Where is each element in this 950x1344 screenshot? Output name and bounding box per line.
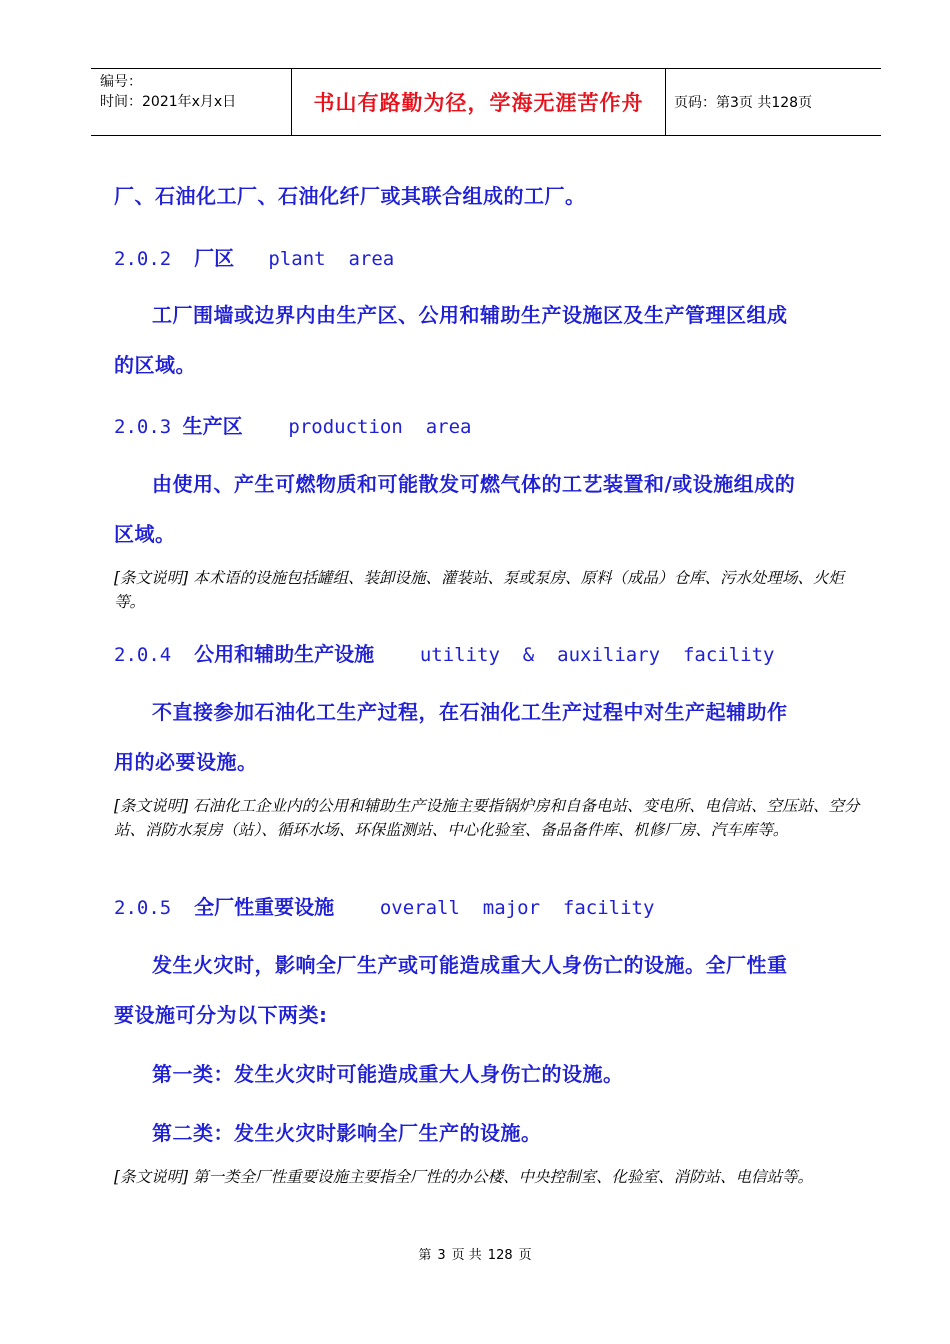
clause-note: [条文说明] 第一类全厂性重要设施主要指全厂性的办公楼、中央控制室、化验室、消防站、电信站等。 [114, 1168, 814, 1186]
term-number: 2.0.5 [114, 897, 172, 919]
term-heading-2-0-4 [114, 638, 774, 667]
footer-prefix: 第 [418, 1248, 432, 1263]
footer-total: 128 [487, 1248, 513, 1263]
definition-line: 的区域。 [114, 353, 196, 377]
term-chinese: 全厂性重要设施 [194, 895, 335, 919]
footer-mid: 页 共 [451, 1248, 482, 1263]
definition-line: 不直接参加石油化工生产过程，在石油化工生产过程中对生产起辅助作 [152, 700, 788, 724]
clause-note: [条文说明] 本术语的设施包括罐组、装卸设施、灌装站、泵或泵房、原料（成品）仓库、污水处理场、火炬等。 [114, 569, 845, 611]
number-label: 编号： [100, 74, 142, 90]
term-heading-2-0-5 [114, 891, 654, 920]
term-heading-2-0-3 [114, 410, 471, 439]
term-number: 2.0.2 [114, 248, 172, 270]
header-table [91, 68, 881, 136]
motto: 书山有路勤为径，学海无涯苦作舟 [292, 69, 666, 135]
term-english: overall major facility [379, 897, 655, 919]
term-number: 2.0.4 [114, 644, 172, 666]
definition-line: 区域。 [114, 522, 176, 546]
term-chinese: 公用和辅助生产设施 [194, 642, 375, 666]
term-chinese: 厂区 [194, 246, 235, 270]
category-one: 第一类：发生火灾时可能造成重大人身伤亡的设施。 [152, 1062, 624, 1086]
header-meta-cell [91, 69, 292, 135]
footer-page: 3 [437, 1248, 446, 1263]
definition-line: 发生火灾时，影响全厂生产或可能造成重大人身伤亡的设施。全厂性重 [152, 953, 788, 977]
page-info: 页码：第3页 共128页 [674, 95, 813, 111]
definition-line: 用的必要设施。 [114, 750, 258, 774]
term-heading-2-0-2 [114, 242, 394, 271]
continued-definition: 厂、石油化工厂、石油化纤厂或其联合组成的工厂。 [114, 184, 586, 208]
page-footer [0, 1244, 950, 1263]
category-two: 第二类：发生火灾时影响全厂生产的设施。 [152, 1121, 542, 1145]
definition-line: 要设施可分为以下两类: [114, 1003, 328, 1027]
time-label: 时间：2021年x月x日 [100, 94, 237, 110]
clause-note: [条文说明] 石油化工企业内的公用和辅助生产设施主要指锅炉房和自备电站、变电所、电信站、空压站、空分站、消防水泵房（站）、循环水场、环保监测站、中心化验室、备品备件库、机修厂房、汽车库等。 [114, 797, 860, 839]
definition-line: 工厂围墙或边界内由生产区、公用和辅助生产设施区及生产管理区组成 [152, 303, 788, 327]
term-english: utility & auxiliary facility [419, 644, 775, 666]
footer-suffix: 页 [518, 1248, 532, 1263]
term-number: 2.0.3 [114, 416, 172, 438]
definition-line: 由使用、产生可燃物质和可能散发可燃气体的工艺装置和/或设施组成的 [152, 472, 796, 496]
term-chinese: 生产区 [182, 414, 243, 438]
term-english: plant area [268, 248, 395, 270]
term-english: production area [288, 416, 472, 438]
